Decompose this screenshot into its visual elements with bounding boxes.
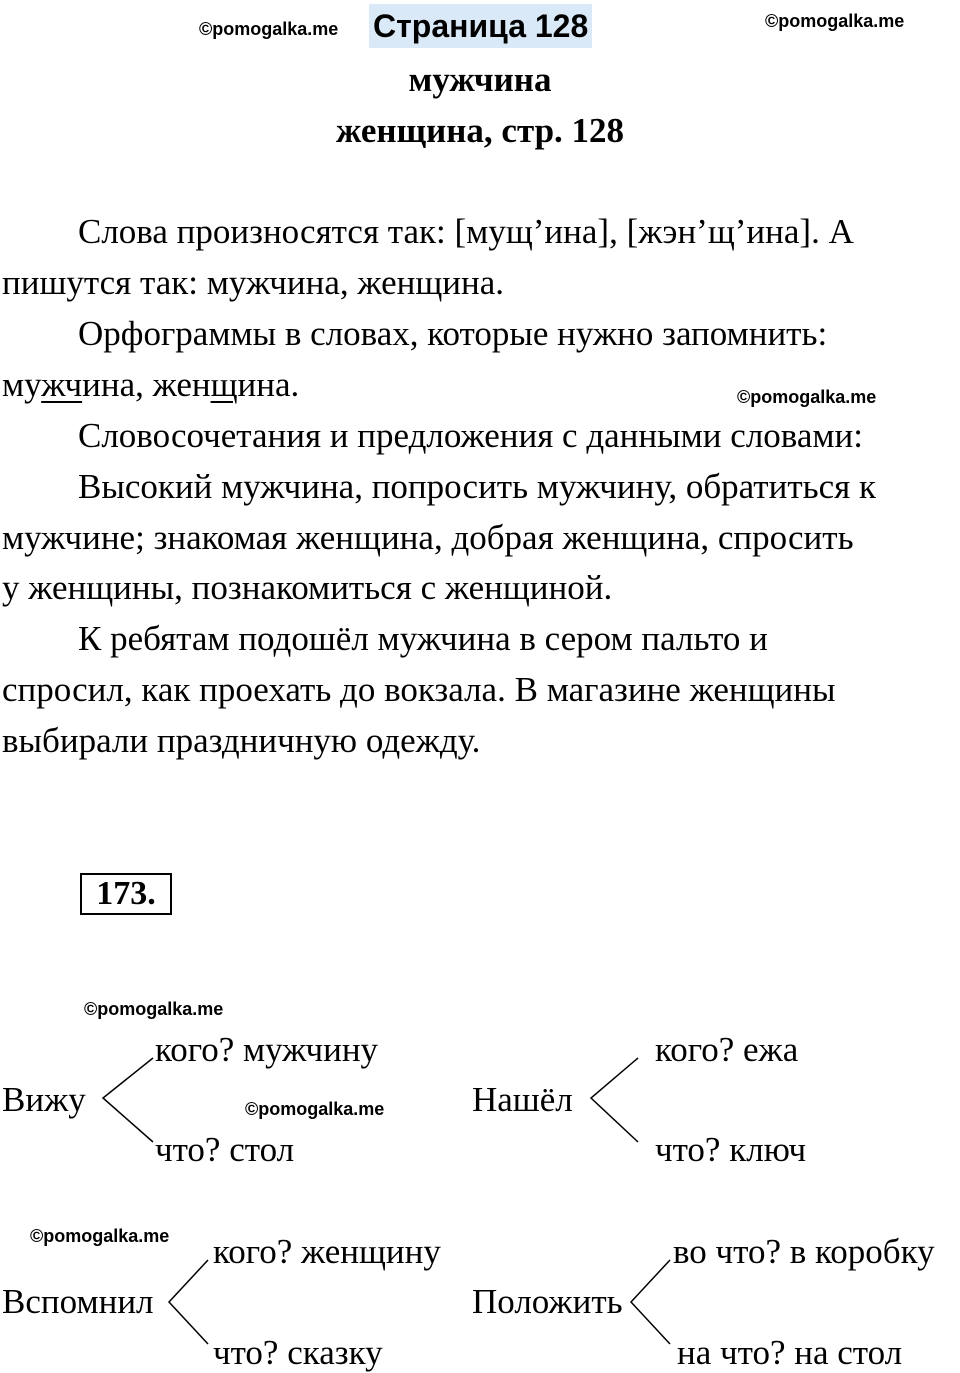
paragraph-5-line-2: спросил, как проехать до вокзала. В магазине женщины [2, 670, 836, 709]
title-word-2: женщина, стр. 128 [335, 111, 625, 150]
watermark-middle: ©pomogalka.me [737, 387, 877, 407]
scheme-question-bottom: что? стол [155, 1130, 295, 1169]
scheme-question-bottom: что? ключ [655, 1130, 807, 1169]
scheme-verb: Положить [472, 1282, 623, 1321]
scheme-verb: Вижу [2, 1080, 86, 1119]
scheme-question-top: кого? ежа [655, 1030, 799, 1069]
paragraph-2-line-2 [2, 365, 299, 405]
paragraph-5-line-1: К ребятам подошёл мужчина в сером пальто и [78, 619, 768, 658]
scheme-verb: Вспомнил [2, 1282, 154, 1321]
paragraph-5-line-3: выбирали праздничную одежду. [2, 721, 481, 760]
paragraph-4-line-1: Высокий мужчина, попросить мужчину, обратиться к [78, 467, 876, 506]
word-part: ина, жен [82, 365, 211, 404]
scheme-question-bottom: что? сказку [213, 1333, 383, 1372]
paragraph-2-line-1: Орфограммы в словах, которые нужно запомнить: [78, 314, 828, 353]
paragraph-1-line-1: Слова произносятся так: [мущ’ина], [жэн’щ’ина]. А [78, 212, 854, 251]
paragraph-4-line-2: мужчине; знакомая женщина, добрая женщина, спросить [2, 518, 854, 557]
scheme-question-top: кого? мужчину [155, 1030, 379, 1069]
scheme-question-bottom: на что? на стол [677, 1333, 903, 1372]
word-part: ина. [237, 365, 300, 404]
orthogram-underline: жч [41, 365, 83, 404]
watermark-right: ©pomogalka.me [765, 11, 905, 31]
page-title: Страница 128 [369, 4, 592, 48]
paragraph-3-line-1: Словосочетания и предложения с данными словами: [78, 416, 863, 455]
word-part: му [2, 365, 42, 404]
watermark-scheme-2: ©pomogalka.me [245, 1099, 385, 1119]
title-word-1: мужчина [408, 60, 552, 99]
watermark-scheme-1: ©pomogalka.me [84, 999, 224, 1019]
watermark-scheme-3: ©pomogalka.me [30, 1226, 170, 1246]
orthogram-underline: щ [210, 365, 238, 404]
scheme-verb: Нашёл [472, 1080, 573, 1119]
exercise-number: 173. [80, 873, 172, 915]
branch-lines [100, 1030, 160, 1170]
paragraph-1-line-2: пишутся так: мужчина, женщина. [2, 263, 505, 302]
paragraph-4-line-3: у женщины, познакомиться с женщиной. [2, 568, 613, 607]
scheme-question-top: во что? в коробку [673, 1232, 935, 1271]
watermark-left: ©pomogalka.me [199, 19, 339, 39]
branch-lines [588, 1030, 648, 1170]
scheme-question-top: кого? женщину [213, 1232, 441, 1271]
